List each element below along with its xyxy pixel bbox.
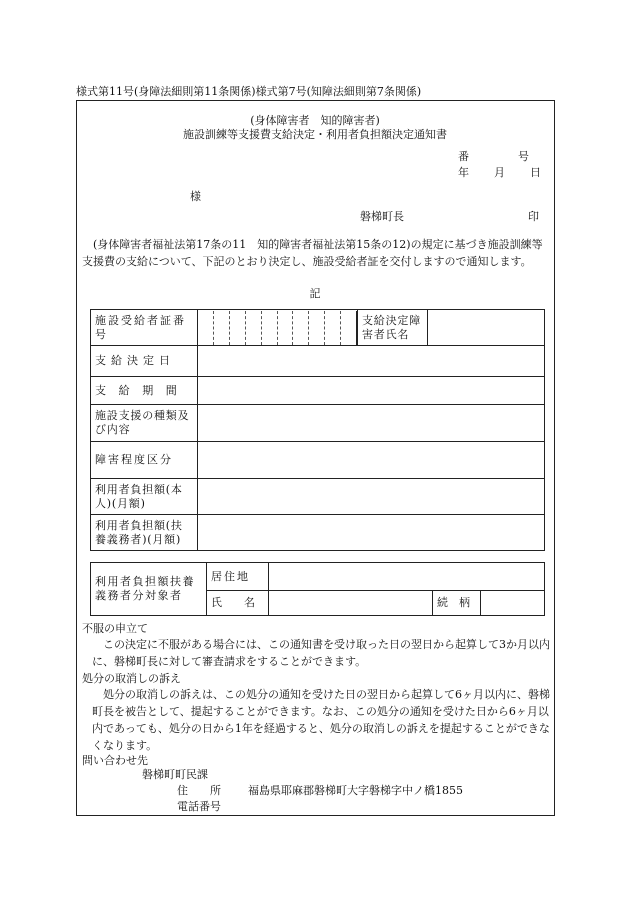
decided-name-label: 支給決定障害者氏名 [358,310,428,346]
digit-boxes [198,311,357,345]
burden-self-label: 利用者負担額(本人)(月額) [91,479,198,515]
decision-table [90,309,545,551]
disability-level-label: 障害程度区分 [91,442,198,479]
contact-dept: 磐梯町町民課 [142,768,208,781]
supporter-name-label: 氏 名 [207,591,269,616]
disability-level-value[interactable] [198,442,545,479]
intro-text: (身体障害者福祉法第17条の11 知的障害者福祉法第15条の12)の規定に基づき施設訓練等支援費の支給について、下記のとおり決定し、施設受給者証を交付しますので通知します。 [82,238,543,268]
objection-heading: 不服の申立て [82,622,148,635]
form-header: 様式第11号(身障法細則第11条関係)様式第7号(知障法細則第7条関係) [76,85,422,98]
addressee-suffix: 様 [190,190,201,203]
service-type-label: 施設支援の種類及び内容 [91,405,198,442]
burden-supporter-label: 利用者負担額(扶養義務者)(月額) [91,515,198,551]
contact-phone-label: 電話番号 [177,800,221,813]
ki-heading: 記 [309,287,321,300]
decision-date-value[interactable] [198,346,545,377]
title-line2: 施設訓練等支援費支給決定・利用者負担額決定通知書 [183,128,447,141]
contact-heading: 問い合わせ先 [82,754,148,767]
decision-date-label: 支給決定日 [91,346,198,377]
cert-number-label: 施設受給者証番 号 [91,310,198,346]
date-label: 年 月 日 [458,166,542,179]
contact-address: 福島県耶麻郡磐梯町大字磐梯字中ノ橋1855 [248,784,463,797]
residence-value[interactable] [269,563,545,591]
burden-self-value[interactable] [198,479,545,515]
supporter-name-value[interactable] [269,591,433,616]
period-label: 支 給 期 間 [91,377,198,405]
supporter-table [90,562,545,616]
contact-address-label: 住 所 [177,784,221,797]
objection-text: この決定に不服がある場合には、この通知書を受け取った日の翌日から起算して3か月以内に、磐梯町長に対して審査請求をすることができます。 [92,638,550,668]
cert-number-digits [198,310,358,346]
lawsuit-heading: 処分の取消しの訴え [82,672,181,685]
service-type-value[interactable] [198,405,545,442]
relation-label: 続 柄 [433,591,481,616]
title-line1: (身体障害者 知的障害者) [250,114,380,127]
burden-supporter-value[interactable] [198,515,545,551]
decided-name-value[interactable] [428,310,545,346]
issuer: 磐梯町長 [360,210,404,223]
number-label: 番 号 [458,150,530,163]
residence-label: 居住地 [207,563,269,591]
relation-value[interactable] [481,591,545,616]
lawsuit-text: 処分の取消しの訴えは、この処分の通知を受けた日の翌日から起算して6ヶ月以内に、磐梯町長を被告として、提起することができます。なお、この処分の通知を受けた日から6ヶ月以内であっても、処分の日から1年を経過すると、処分の取消しの訴えを提起することができなくなります。 [92,688,550,752]
seal-mark: 印 [528,210,539,223]
period-value[interactable] [198,377,545,405]
supporter-label: 利用者負担額扶養義務者分対象者 [91,563,207,616]
